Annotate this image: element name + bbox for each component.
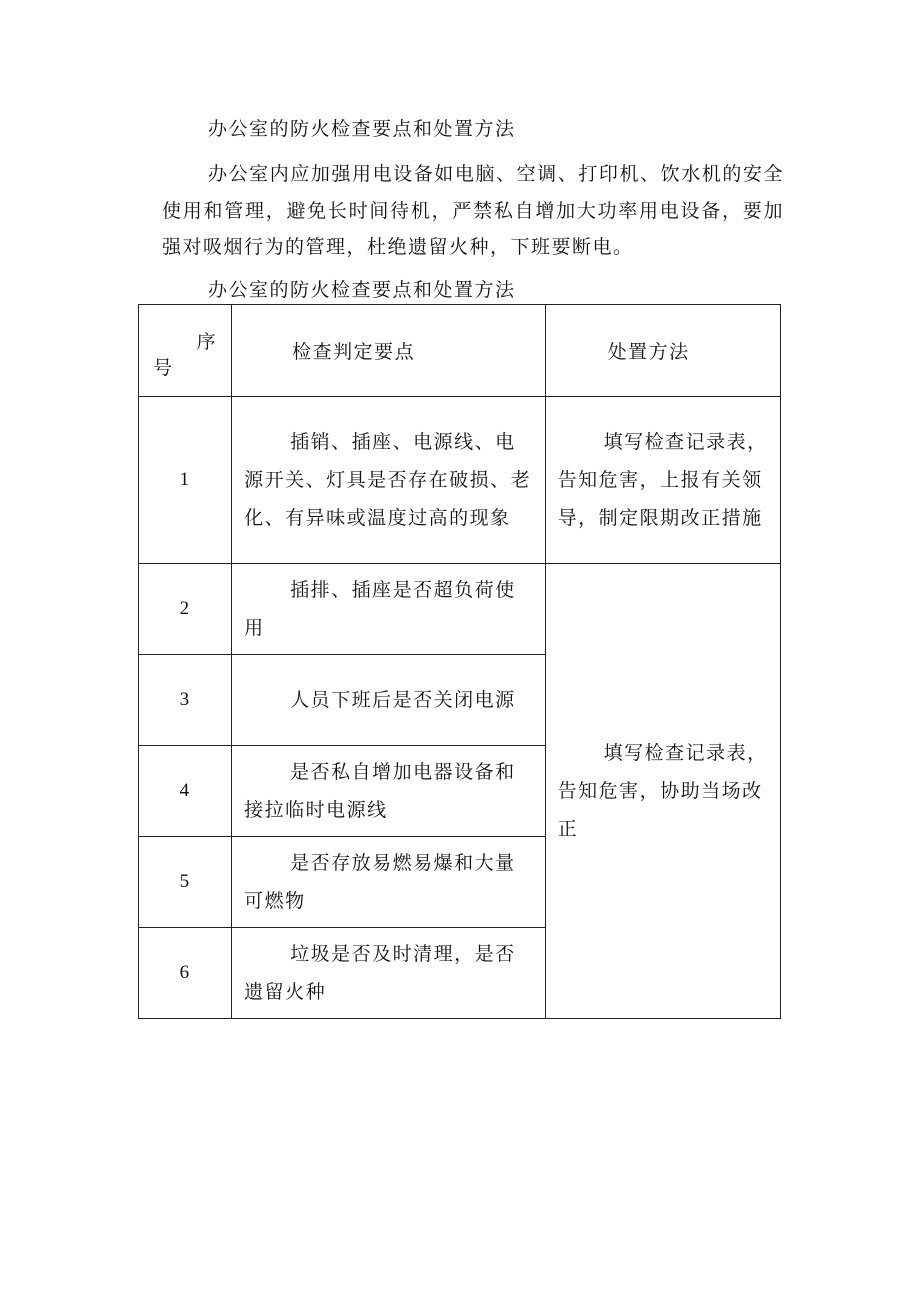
- header-points: 检查判定要点: [232, 305, 545, 397]
- row-method: 填写检查记录表，告知危害，上报有关领导，制定限期改正措施: [545, 397, 780, 564]
- row-number: 4: [139, 746, 232, 837]
- row-number: 2: [139, 564, 232, 655]
- row-number: 3: [139, 655, 232, 746]
- header-seq: [139, 305, 232, 397]
- intro-paragraph: 办公室内应加强用电设备如电脑、空调、打印机、饮水机的安全使用和管理，避免长时间待机，严禁私自增加大功率用电设备，要加强对吸烟行为的管理，杜绝遗留火种，下班要断电。: [162, 163, 784, 258]
- table-header-row: [139, 305, 781, 397]
- table-row: [139, 397, 781, 564]
- row-point: 插排、插座是否超负荷使用: [232, 564, 545, 655]
- section-title: 办公室的防火检查要点和处置方法: [208, 118, 516, 140]
- row-point: 是否存放易燃易爆和大量可燃物: [232, 837, 545, 928]
- table-caption: 办公室的防火检查要点和处置方法: [208, 279, 516, 301]
- row-point: 人员下班后是否关闭电源: [232, 655, 545, 746]
- row-number: 6: [139, 928, 232, 1019]
- row-point: 是否私自增加电器设备和接拉临时电源线: [232, 746, 545, 837]
- table-row: [139, 564, 781, 655]
- row-number: 5: [139, 837, 232, 928]
- header-seq-part1: 序: [196, 331, 218, 353]
- row-point: 插销、插座、电源线、电源开关、灯具是否存在破损、老化、有异味或温度过高的现象: [232, 397, 545, 564]
- row-method-merged: 填写检查记录表，告知危害，协助当场改正: [545, 564, 780, 1019]
- header-seq-part2: 号: [153, 357, 174, 379]
- header-method: 处置方法: [545, 305, 780, 397]
- row-number: 1: [139, 397, 232, 564]
- row-point: 垃圾是否及时清理，是否遗留火种: [232, 928, 545, 1019]
- inspection-table: [138, 304, 781, 1019]
